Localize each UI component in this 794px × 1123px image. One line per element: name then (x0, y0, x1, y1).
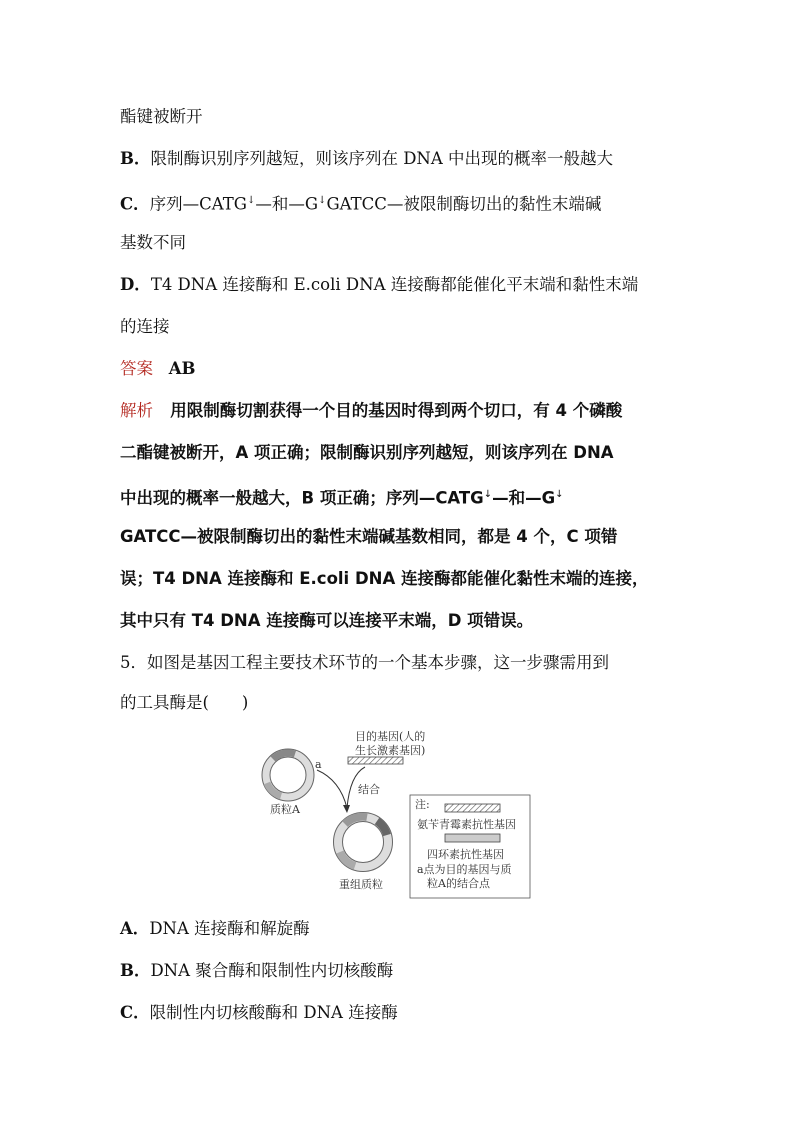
option-c2-line (120, 1002, 398, 1024)
cut-arrow-icon: ↓ (318, 195, 327, 206)
text: 的连接 (120, 317, 170, 336)
answer-line (120, 358, 196, 380)
line-1 (120, 106, 203, 128)
analysis-text: 用限制酶切割获得一个目的基因时得到两个切口，有 4 个磷酸 (170, 401, 623, 420)
analysis-line-6 (120, 610, 533, 632)
legend-a-label-2: 粒A的结合点 (427, 877, 490, 890)
analysis-text: 中出现的概率一般越大，B 项正确；序列—CATG (120, 488, 484, 508)
line-6 (120, 316, 170, 338)
question-text: 的工具酶是( ) (120, 693, 249, 712)
analysis-line-3 (120, 484, 564, 510)
arrow-head-icon (343, 805, 350, 813)
cut-arrow-icon: ↓ (246, 195, 256, 206)
option-text: T4 DNA 连接酶和 E.coli DNA 连接酶都能催化平末端和黏性末端 (150, 275, 639, 294)
combine-label: 结合 (358, 783, 380, 796)
option-label: D． (120, 275, 151, 294)
option-label: A． (120, 919, 150, 938)
option-a-line (120, 918, 310, 940)
line-4 (120, 232, 186, 254)
legend-tet-swatch (445, 834, 500, 842)
text: 酯键被断开 (120, 107, 203, 126)
option-label: B． (120, 961, 151, 980)
question-5-line-1 (120, 652, 609, 674)
sequence-part: 序列—CATG (149, 194, 247, 214)
legend-amp-swatch (445, 804, 500, 812)
legend-tet-label: 四环素抗性基因 (427, 848, 504, 861)
legend-a-label-1: a点为目的基因与质 (417, 863, 512, 876)
recombinant-label: 重组质粒 (339, 878, 383, 891)
option-b2-line (120, 960, 393, 982)
sequence-part: GATCC—被限制酶切出的黏性末端碱 (326, 194, 602, 214)
arrow-from-plasmid (317, 770, 347, 808)
analysis-text: 其中只有 T4 DNA 连接酶可以连接平末端，D 项错误。 (120, 611, 534, 630)
point-a-label: a (315, 758, 322, 771)
recombinant-plasmid-ring (338, 817, 388, 867)
option-label: C． (120, 1003, 150, 1022)
analysis-text: 二酯键被断开，A 项正确；限制酶识别序列越短，则该序列在 DNA (120, 443, 614, 462)
legend-amp-label: 氨苄青霉素抗性基因 (417, 818, 516, 831)
question-5-line-2 (120, 692, 248, 714)
analysis-line-5 (120, 568, 648, 590)
target-gene-bar (348, 757, 403, 764)
question-text: 5．如图是基因工程主要技术环节的一个基本步骤，这一步骤需用到 (120, 653, 609, 672)
option-text: DNA 聚合酶和限制性内切核酸酶 (150, 961, 394, 980)
analysis-line-2 (120, 442, 614, 464)
cut-arrow-icon: ↓ (483, 489, 493, 500)
text: 基数不同 (120, 233, 186, 252)
option-c-line (120, 190, 601, 216)
analysis-line-1 (120, 400, 622, 422)
sequence-part: —和—G (255, 194, 319, 214)
option-d-line (120, 274, 638, 296)
option-text: 限制性内切核酸酶和 DNA 连接酶 (149, 1003, 398, 1022)
analysis-label: 解析 (120, 401, 153, 420)
option-text: 限制酶识别序列越短，则该序列在 DNA 中出现的概率一般越大 (150, 149, 614, 168)
option-b-line (120, 148, 613, 170)
analysis-text: 误；T4 DNA 连接酶和 E.coli DNA 连接酶都能催化黏性末端的连接， (120, 569, 649, 588)
cut-arrow-icon: ↓ (555, 489, 564, 500)
option-label: C． (120, 194, 150, 214)
plasmid-a-ring (266, 753, 310, 797)
analysis-line-4 (120, 526, 617, 548)
answer-value: AB (168, 359, 196, 378)
target-gene-label-1: 目的基因(人的 (355, 730, 426, 743)
answer-label: 答案 (120, 359, 153, 378)
analysis-text: —和—G (492, 488, 556, 508)
analysis-text: GATCC—被限制酶切出的黏性末端碱基数相同，都是 4 个，C 项错 (120, 527, 618, 546)
option-label: B． (120, 149, 151, 168)
recombinant-plasmid-figure (255, 725, 545, 905)
plasmid-a-label: 质粒A (270, 803, 300, 816)
option-text: DNA 连接酶和解旋酶 (149, 919, 310, 938)
note-label: 注: (415, 798, 430, 811)
target-gene-label-2: 生长激素基因) (355, 744, 426, 757)
